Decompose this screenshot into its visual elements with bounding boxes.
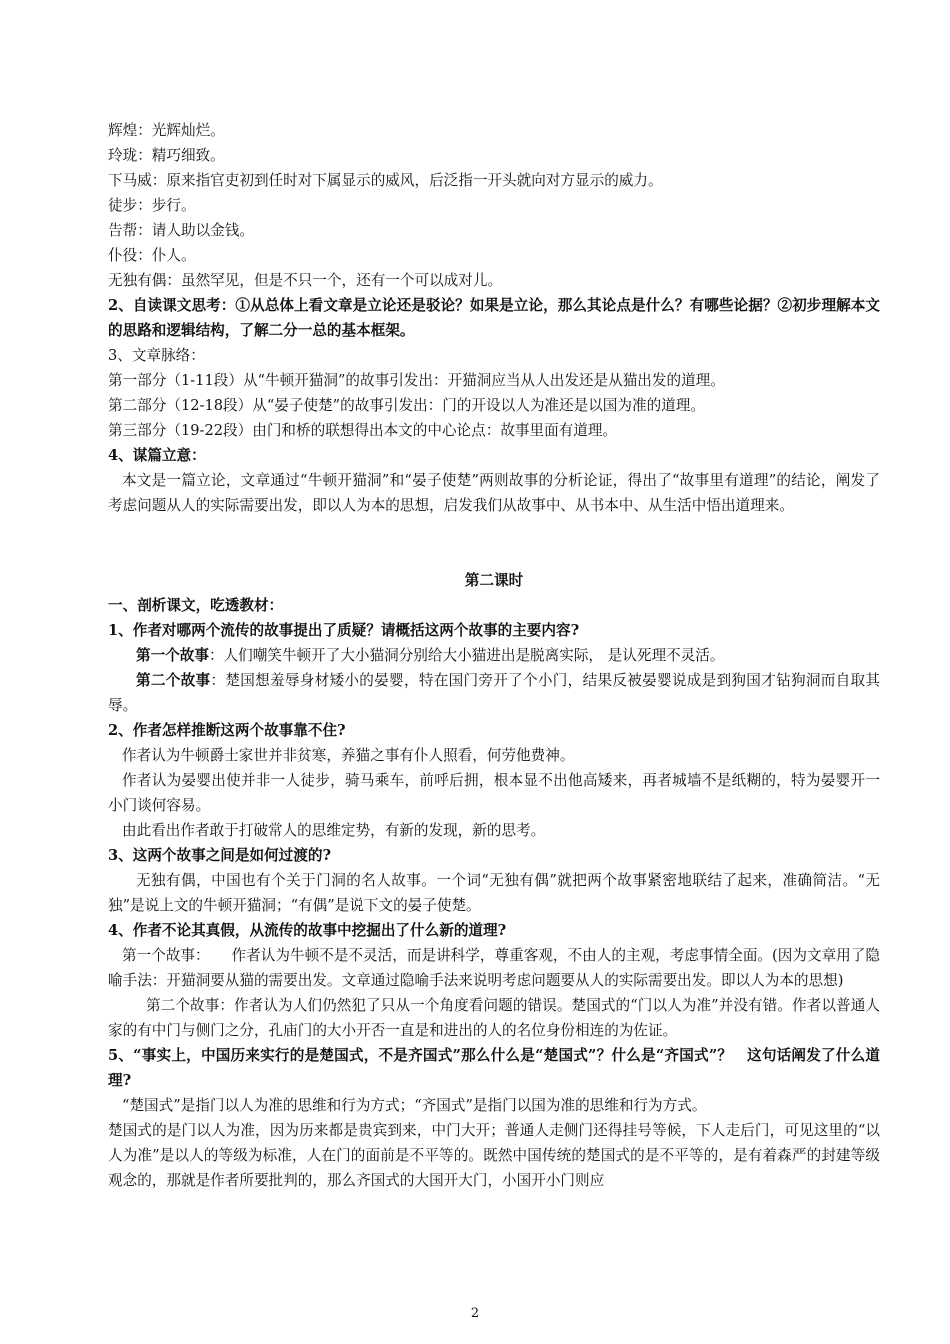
structure-heading: 3、文章脉络： — [108, 347, 205, 364]
question-3: 3、这两个故事之间是如何过渡的? — [108, 847, 332, 864]
theme-heading: 4、谋篇立意： — [108, 447, 206, 464]
question-2: 2、作者怎样推断这两个故事靠不住? — [108, 722, 346, 739]
vocab-item: 辉煌：光辉灿烂。 — [108, 122, 225, 139]
story-1-label: 第一个故事 — [136, 647, 209, 664]
section-title: 第二课时 — [464, 572, 524, 589]
answer-2-para: 作者认为晏婴出使并非一人徒步，骑马乘车，前呼后拥，根本显不出他高矮来，再者城墙不是纸糊的，特为晏婴开一小门谈何容易。 — [108, 772, 880, 814]
question-5: 5、“事实上，中国历来实行的是楚国式，不是齐国式”那么什么是“楚国式”？什么是“齐国式”？ 这句话阐发了什么道理? — [108, 1047, 880, 1089]
self-reading-question: 2、自读课文思考：①从总体上看文章是立论还是驳论？如果是立论，那么其论点是什么？有哪些论据？②初步理解本文的思路和逻辑结构，了解二分一总的基本框架。 — [108, 297, 880, 339]
section-spacer — [108, 518, 880, 568]
part-heading: 一、剖析课文，吃透教材： — [108, 597, 284, 614]
page-content — [108, 118, 880, 1193]
vocab-item: 玲珑：精巧细致。 — [108, 147, 225, 164]
answer-2-para: 由此看出作者敢于打破常人的思维定势，有新的发现，新的思考。 — [122, 822, 546, 839]
answer-3-para: 无独有偶，中国也有个关于门洞的名人故事。一个词“无独有偶”就把两个故事紧密地联结了起来，准确简洁。“无独”是说上文的牛顿开猫洞；“有偶”是说下文的晏子使楚。 — [108, 872, 880, 914]
vocab-item: 仆役：仆人。 — [108, 247, 196, 264]
vocab-item: 告帮：请人助以金钱。 — [108, 222, 254, 239]
page-number: 2 — [470, 1306, 480, 1321]
story-1-text: ：人们嘲笑牛顿开了大小猫洞分别给大小猫进出是脱离实际， 是认死理不灵活。 — [208, 647, 725, 664]
vocab-item: 徒步：步行。 — [108, 197, 196, 214]
answer-4-para: 第一个故事： 作者认为牛顿不是不灵活，而是讲科学，尊重客观，不由人的主观，考虑事情全面。(因为文章用了隐喻手法：开猫洞要从猫的需要出发。文章通过隐喻手法来说明考虑问题要从人的实际需要出发。即以人为本的思想) — [108, 947, 880, 989]
structure-item: 第二部分（12-18段）从“晏子使楚”的故事引发出：门的开设以人为准还是以国为准的道理。 — [108, 397, 705, 414]
vocab-item: 无独有偶：虽然罕见，但是不只一个，还有一个可以成对儿。 — [108, 272, 503, 289]
answer-4-para: 第二个故事：作者认为人们仍然犯了只从一个角度看问题的错误。楚国式的“门以人为准”并没有错。作者以普通人家的有中门与侧门之分，孔庙门的大小开否一直是和进出的人的名位身份相连的为佐证。 — [108, 997, 880, 1039]
answer-1-story-2 — [108, 668, 880, 718]
story-2-label: 第二个故事 — [136, 672, 211, 689]
question-1: 1、作者对哪两个流传的故事提出了质疑？请概括这两个故事的主要内容? — [108, 622, 580, 639]
structure-item: 第一部分（1-11段）从“牛顿开猫洞”的故事引发出：开猫洞应当从人出发还是从猫出发的道理。 — [108, 372, 725, 389]
vocab-item: 下马威：原来指官吏初到任时对下属显示的威风，后泛指一开头就向对方显示的威力。 — [108, 172, 663, 189]
structure-item: 第三部分（19-22段）由门和桥的联想得出本文的中心论点：故事里面有道理。 — [108, 422, 618, 439]
theme-paragraph: 本文是一篇立论，文章通过“牛顿开猫洞”和“晏子使楚”两则故事的分析论证，得出了“故事里有道理”的结论，阐发了考虑问题从人的实际需要出发，即以人为本的思想，启发我们从故事中、从书本中、从生活中悟出道理来。 — [108, 472, 880, 514]
answer-5-para: “楚国式”是指门以人为准的思维和行为方式；“齐国式”是指门以国为准的思维和行为方式。 — [122, 1097, 707, 1114]
answer-2-para: 作者认为牛顿爵士家世并非贫寒，养猫之事有仆人照看，何劳他费神。 — [122, 747, 575, 764]
answer-5-para: 楚国式的是门以人为准，因为历来都是贵宾到来，中门大开；普通人走侧门还得挂号等候，下人走后门，可见这里的“以人为准”是以人的等级为标准，人在门的面前是不平等的。既然中国传统的楚国式的是不平等的，是有着森严的封建等级观念的，那就是作者所要批判的，那么齐国式的大国开大门，小国开小门则应 — [108, 1122, 880, 1189]
story-2-text: ：楚国想羞辱身材矮小的晏婴，特在国门旁开了个小门，结果反被晏婴说成是到狗国才钻狗洞而自取其辱。 — [108, 672, 880, 714]
question-4: 4、作者不论其真假，从流传的故事中挖掘出了什么新的道理? — [108, 922, 507, 939]
answer-1-story-1 — [108, 643, 880, 668]
